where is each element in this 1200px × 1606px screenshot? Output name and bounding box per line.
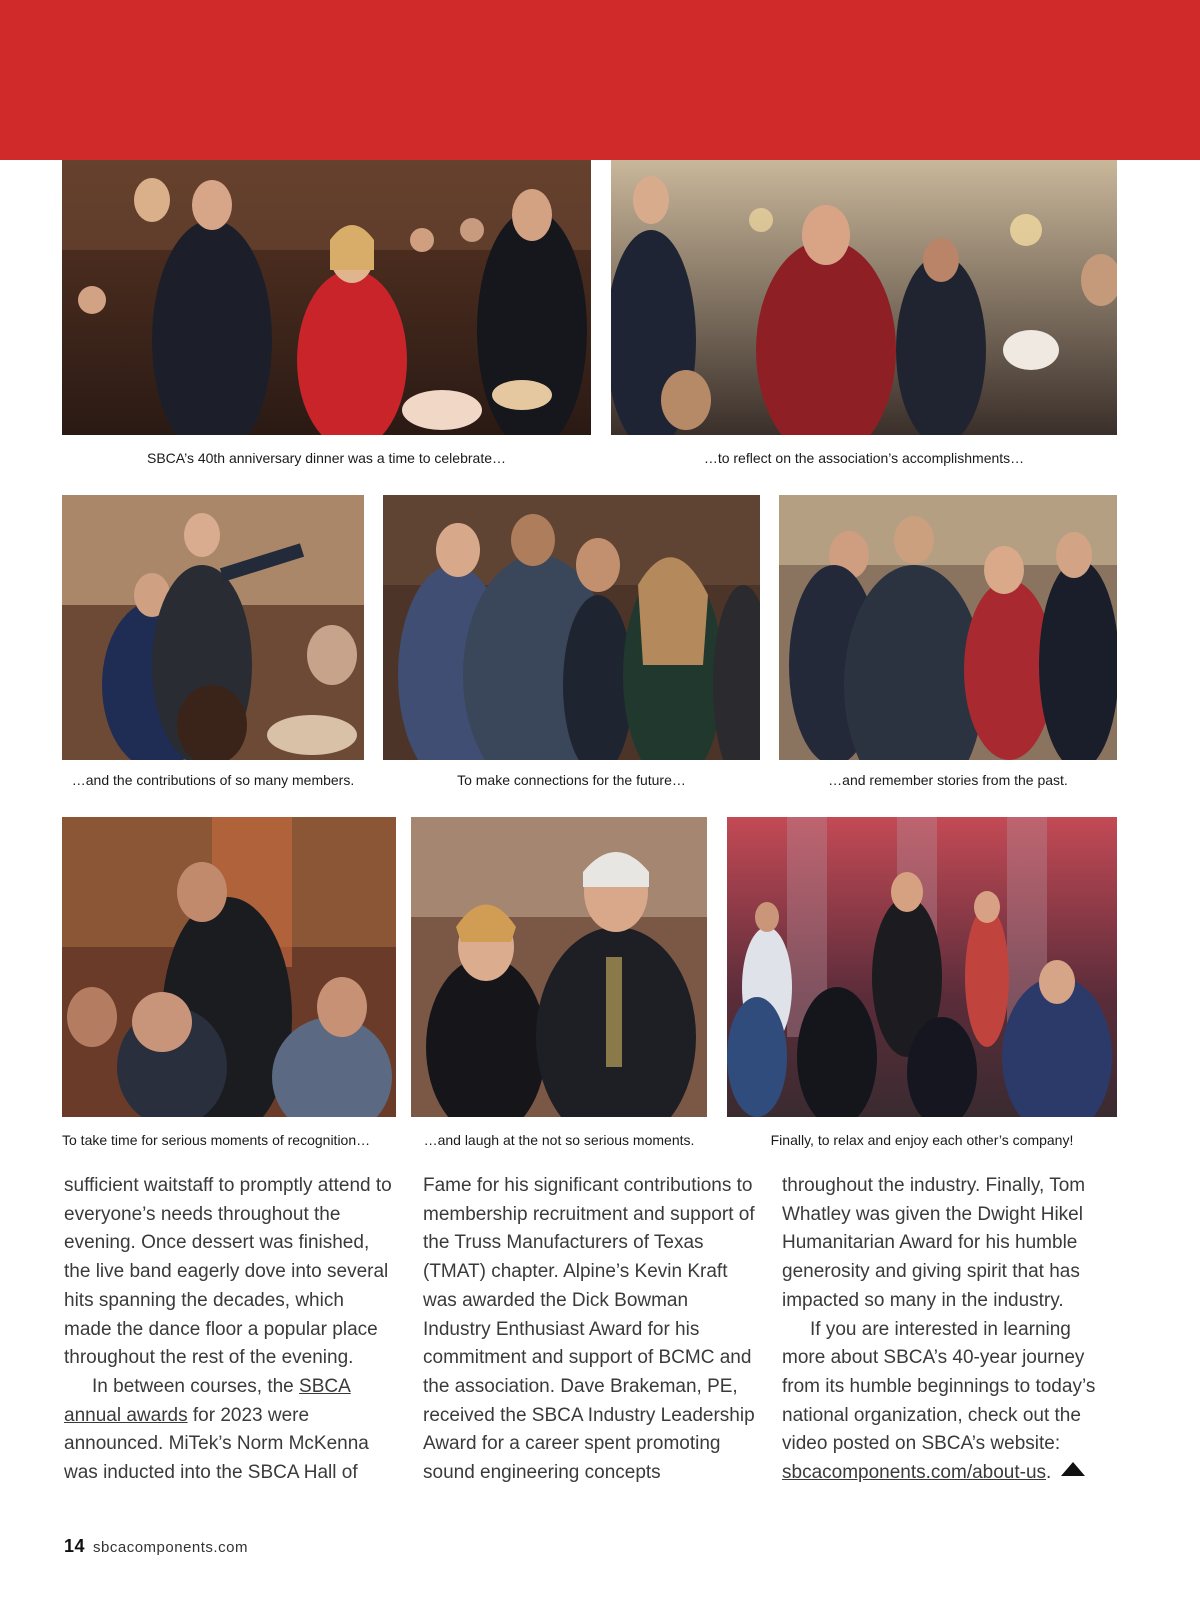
- article-paragraph: Fame for his significant contributions to membership recruitment and support of the Truss Manufacturers of Texas (TMAT) chapter. Alpine’s Kevin Kraft was awarded the Dick Bowman Industry Enthusiast Award for his commitment and support of BCMC and the association. Dave Brakeman, PE, received the SBCA Industry Leadership Award for a career spent promoting sound engineering concepts: [423, 1175, 755, 1484]
- photo-caption: …and laugh at the not so serious moments.: [423, 1132, 695, 1148]
- photo-caption: To take time for serious moments of recognition…: [62, 1132, 371, 1148]
- article-text: In between courses, the: [92, 1375, 300, 1397]
- sbca-annual-awards-link[interactable]: SBCA annual awards: [64, 1375, 351, 1426]
- article-paragraph: throughout the industry. Finally, Tom Whatley was given the Dwight Hikel Humanitarian Award for his humble generosity and giving spirit that has impacted so many in the industry.: [782, 1175, 1086, 1311]
- about-us-link[interactable]: sbcacomponents.com/about-us: [782, 1462, 1047, 1484]
- article-column-3: [782, 1172, 1114, 1488]
- photo-connections: [383, 495, 760, 760]
- photo-caption: …and remember stories from the past.: [828, 772, 1068, 788]
- header-color-band: [0, 0, 1200, 160]
- photo-contributions: [62, 495, 364, 760]
- photo-caption: …and the contributions of so many members.: [71, 772, 355, 788]
- photo-caption: SBCA’s 40th anniversary dinner was a time to celebrate…: [147, 450, 506, 466]
- footer-site: sbcacomponents.com: [93, 1539, 248, 1556]
- photo-caption: To make connections for the future…: [457, 772, 686, 788]
- photo-celebrate: [62, 160, 591, 435]
- page-footer: [64, 1536, 248, 1557]
- photo-reflect: [611, 160, 1117, 435]
- page-number: 14: [64, 1536, 86, 1556]
- photo-caption: Finally, to relax and enjoy each other’s company!: [770, 1132, 1074, 1148]
- end-of-article-icon: [1061, 1462, 1085, 1476]
- article-paragraph: sufficient waitstaff to promptly attend to everyone’s needs throughout the evening. Once dessert was finished, the live band eagerly dove into several hits spanning the decades, which made the dance floor a popular place throughout the rest of the evening.: [64, 1175, 392, 1369]
- photo-laugh: [411, 817, 707, 1117]
- article-text: .: [1046, 1462, 1052, 1484]
- photo-recognition: [62, 817, 396, 1117]
- article-paragraph: [782, 1316, 1114, 1488]
- article-column-2: [423, 1172, 755, 1488]
- photo-stories: [779, 495, 1117, 760]
- photo-relax: [727, 817, 1117, 1117]
- photo-caption: …to reflect on the association’s accomplishments…: [703, 450, 1025, 466]
- article-text: If you are interested in learning more about SBCA’s 40-year journey from its humble beginnings to today’s national organization, check out the video posted on SBCA’s website:: [782, 1318, 1096, 1455]
- article-column-1: [64, 1172, 396, 1488]
- article-paragraph: [64, 1373, 396, 1488]
- article-text: for 2023 were announced. MiTek’s Norm McKenna was inducted into the SBCA Hall of: [64, 1404, 369, 1484]
